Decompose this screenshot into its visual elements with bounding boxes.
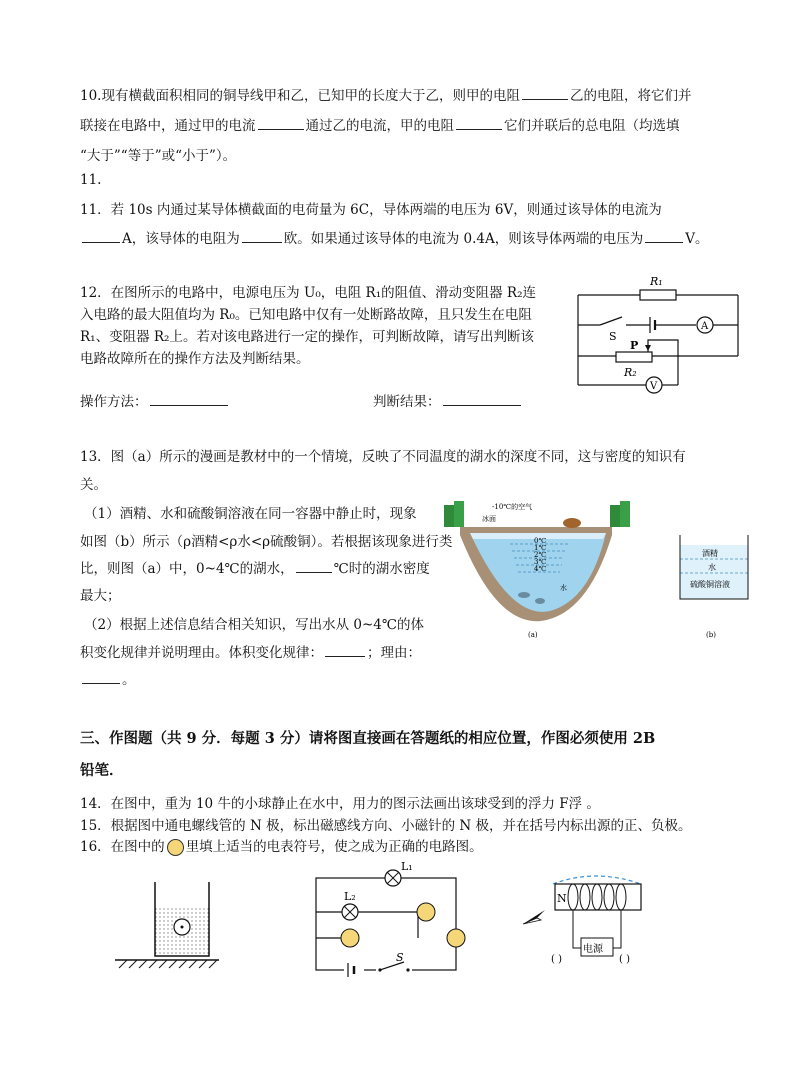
tree-icon: [444, 505, 454, 527]
q13-lake-figure: [440, 495, 640, 645]
resistor-r1: [640, 290, 676, 300]
fish-icon: [535, 598, 545, 604]
section3-title: 三、作图题（共 9 分．每题 3 分）请将图直接画在答题纸的相应位置，作图必须使用 2B: [80, 730, 656, 747]
temp-0: 0℃: [534, 537, 547, 545]
meter-circle-icon: [167, 839, 184, 856]
tree-icon: [610, 505, 620, 527]
q11-line1: 11．若 10s 内通过某导体横截面的电荷量为 6C，导体两端的电压为 6V，则通过该导体的电流为: [80, 202, 662, 218]
meter-slot-2: [341, 929, 359, 947]
temp-2: 2℃: [534, 551, 547, 559]
v-label: V: [650, 381, 658, 392]
q13-beaker-figure: [678, 535, 758, 645]
q10-blank-2[interactable]: [258, 117, 304, 130]
q13-p1-line1: （1）酒精、水和硫酸铜溶液在同一容器中静止时，现象: [84, 506, 417, 522]
section3-title-2: 铅笔．: [80, 762, 124, 779]
q13-line2: 关。: [80, 477, 107, 493]
paren-left: ( ): [551, 954, 562, 965]
meter-slot-3: [447, 929, 465, 947]
q10-line3: “大于”“等于”或“小于”）。: [80, 148, 237, 164]
temp-4: 4℃: [534, 565, 547, 573]
meter-slot-1: [417, 903, 435, 921]
q13-p2-line2: 积变化规律并说明理由。体积变化规律： ；理由：: [80, 645, 421, 661]
q12-line4: 电路故障所在的操作方法及判断结果。: [80, 351, 310, 367]
q13-p2-line3: 。: [80, 668, 136, 688]
q12-result-blank[interactable]: [443, 393, 521, 406]
cuso4-label: 硫酸铜溶液: [690, 580, 730, 589]
p-label: P: [630, 339, 639, 352]
q14: 14．在图中，重为 10 牛的小球静止在水中，用力的图示法画出该球受到的浮力 F浮 。: [80, 796, 600, 812]
q11-blank-2[interactable]: [242, 230, 282, 243]
q16-circuit-diagram: [310, 860, 470, 980]
power-label: 电源: [583, 944, 603, 955]
caption-b: (b): [706, 631, 716, 639]
q14-ball-in-water: [115, 880, 225, 970]
r1-label: R₁: [650, 275, 663, 288]
q10-blank-1[interactable]: [522, 87, 568, 100]
q12-line2: 入电路的最大阻值均为 R₀。已知电路中仅有一处断路故障，且只发生在电阻: [80, 307, 532, 323]
air-label: -10℃的空气: [492, 503, 533, 511]
q15-solenoid-diagram: [515, 862, 655, 972]
switch-s: [600, 317, 622, 325]
q13-p1-line3: 比，则图（a）中，0~4℃的湖水， ℃时的湖水密度: [80, 561, 430, 577]
temp-3: 3℃: [534, 558, 547, 566]
l2-label: L₂: [344, 890, 356, 903]
q13-blank-2[interactable]: [325, 644, 365, 657]
r2-label: R₂: [624, 366, 637, 379]
q10-line1: 10.现有横截面积相同的铜导线甲和乙，已知甲的长度大于乙，则甲的电阻 乙的电阻，将它们并: [80, 88, 692, 104]
q12-line3: R₁、变阻器 R₂上。若对该电路进行一定的操作，可判断故障，请写出判断该: [80, 329, 534, 345]
q13-p1-line4: 最大；: [80, 588, 121, 604]
q12-method-blank[interactable]: [150, 393, 228, 406]
q12-line1: 12．在图所示的电路中，电源电压为 U₀，电阻 R₁的阻值、滑动变阻器 R₂连: [80, 285, 536, 301]
q12-result: 判断结果：: [373, 390, 523, 410]
water-label: 水: [708, 563, 716, 572]
ice-label: 冰面: [482, 515, 496, 523]
q11-label: 11.: [80, 172, 102, 188]
q13-blank-3[interactable]: [82, 671, 120, 684]
q13-blank-1[interactable]: [296, 560, 332, 573]
l1-label: L₁: [401, 860, 413, 873]
q16: 16．在图中的 里填上适当的电表符号，使之成为正确的电路图。: [80, 839, 483, 855]
q13-line1: 13．图（a）所示的漫画是教材中的一个情境，反映了不同温度的湖水的深度不同，这与密度的知识有: [80, 449, 686, 465]
q15: 15．根据图中通电螺线管的 N 极，标出磁感线方向、小磁针的 N 极，并在括号内标出源的正、负极。: [80, 818, 692, 834]
field-line: [553, 876, 641, 884]
q10-blank-3[interactable]: [456, 117, 502, 130]
q11-blank-1[interactable]: [82, 230, 120, 243]
fish-icon: [518, 592, 530, 598]
dog-icon: [563, 518, 581, 528]
rheostat-r2: [616, 352, 652, 362]
q12-method: 操作方法：: [80, 390, 230, 410]
alcohol-label: 酒精: [702, 549, 718, 558]
a-label: A: [701, 321, 709, 332]
q11-line2: A，该导体的电阻为 欧。如果通过该导体的电流为 0.4A，则该导体两端的电压为 V。: [80, 227, 709, 247]
caption-a: (a): [528, 631, 538, 639]
paren-right: ( ): [619, 954, 630, 965]
q12-circuit-diagram: [570, 268, 750, 398]
n-label: N: [557, 892, 567, 905]
s-label: S: [609, 330, 617, 343]
q10-line2: 联接在电路中，通过甲的电流 通过乙的电流，甲的电阻 它们并联后的总电阻（均选填: [80, 118, 680, 134]
temp-1: 1℃: [534, 544, 547, 552]
s-label: S: [396, 951, 404, 964]
q11-blank-3[interactable]: [645, 230, 683, 243]
water-label: 水: [560, 584, 567, 592]
q13-p2-line1: （2）根据上述信息结合相关知识，写出水从 0~4℃的体: [84, 617, 424, 633]
q13-p1-line2: 如图（b）所示（ρ酒精<ρ水<ρ硫酸铜）。若根据该现象进行类: [80, 534, 453, 550]
